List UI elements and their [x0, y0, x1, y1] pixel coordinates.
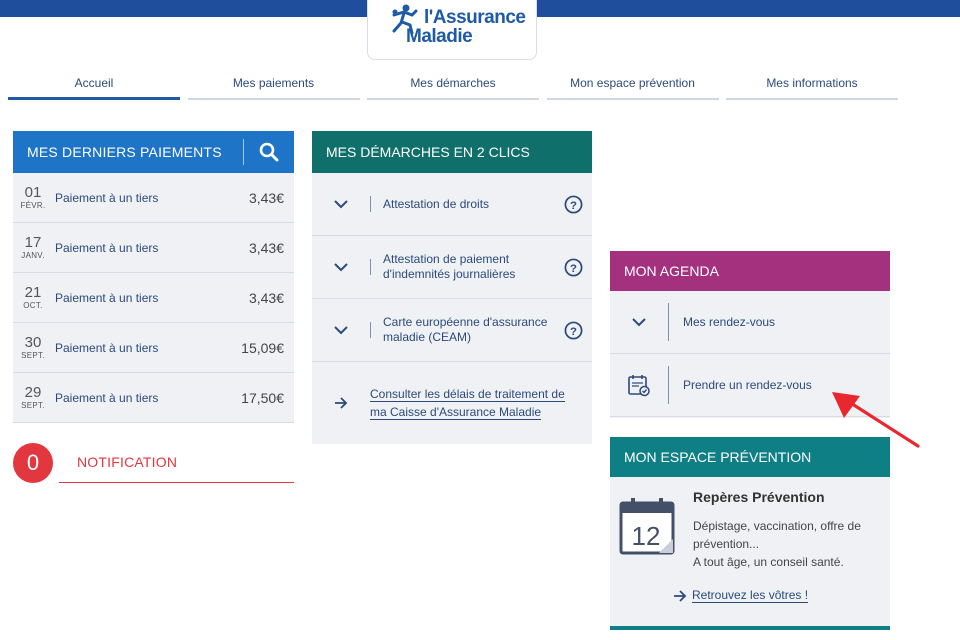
demarche-label: Attestation de paiement d'indemnités journalières	[383, 252, 516, 281]
payment-month: JANV.	[21, 251, 45, 260]
prevention-description	[693, 517, 883, 571]
arrow-right-icon	[673, 590, 687, 602]
chevron-down-icon	[334, 263, 348, 272]
payment-day: 01	[24, 184, 42, 201]
agenda-item-mes-rendez-vous[interactable]	[610, 291, 890, 354]
notification-link[interactable]	[13, 443, 294, 485]
payment-month: SEPT.	[21, 401, 45, 410]
prevention-heading: Repères Prévention	[693, 489, 825, 505]
payment-row[interactable]	[13, 173, 294, 223]
delais-link-text: Consulter les délais de traitement de ma Caisse d'Assurance Maladie	[370, 387, 565, 419]
agenda-title: MON AGENDA	[610, 251, 890, 291]
retrouvez-link-text: Retrouvez les vôtres !	[692, 588, 809, 602]
payments-title: MES DERNIERS PAIEMENTS	[27, 144, 222, 160]
chevron-down-icon	[632, 318, 646, 327]
payment-month: SEPT.	[21, 351, 45, 360]
payment-label: Paiement à un tiers	[55, 290, 159, 305]
demarche-item-attestation-ij[interactable]	[312, 236, 592, 299]
payment-day: 17	[24, 234, 42, 251]
help-icon	[564, 321, 583, 340]
payment-amount: 17,50€	[241, 389, 284, 406]
notification-count-badge: 0	[13, 443, 53, 483]
payment-label: Paiement à un tiers	[55, 340, 159, 355]
payment-amount: 3,43€	[248, 189, 284, 206]
payment-date	[13, 335, 53, 360]
calendar-check-icon	[627, 373, 651, 397]
help-button[interactable]	[554, 195, 592, 214]
chevron-down-icon	[334, 200, 348, 209]
demarche-label: Attestation de droits	[383, 196, 490, 211]
help-icon	[564, 195, 583, 214]
payments-header	[13, 131, 294, 173]
chevron-down-icon	[334, 326, 348, 335]
notification-label: NOTIFICATION	[59, 443, 294, 483]
demarches-card	[312, 131, 592, 444]
payment-amount: 3,43€	[248, 239, 284, 256]
payment-date	[13, 385, 53, 410]
payment-month: FÉVR.	[20, 201, 46, 210]
agenda-label: Mes rendez-vous	[683, 315, 776, 329]
payment-date	[13, 235, 53, 260]
svg-text:?: ?	[569, 199, 577, 212]
help-button[interactable]	[554, 258, 592, 277]
logo-line-1: l'Assurance	[424, 7, 526, 28]
prevention-title: MON ESPACE PRÉVENTION	[610, 437, 890, 477]
assurance-maladie-logo[interactable]	[367, 0, 537, 60]
payment-date	[13, 285, 53, 310]
payments-search-button[interactable]	[244, 131, 294, 173]
payment-row[interactable]	[13, 273, 294, 323]
help-icon	[564, 258, 583, 277]
tab-mes-paiements[interactable]: Mes paiements	[188, 68, 360, 100]
demarche-item-ceam[interactable]	[312, 299, 592, 362]
arrow-right-icon	[334, 397, 348, 409]
payment-label: Paiement à un tiers	[55, 240, 159, 255]
payment-month: OCT.	[23, 301, 43, 310]
payment-date	[13, 185, 53, 210]
payment-amount: 15,09€	[241, 339, 284, 356]
payment-label: Paiement à un tiers	[55, 390, 159, 405]
payment-label: Paiement à un tiers	[55, 190, 159, 205]
agenda-label: Prendre un rendez-vous	[683, 378, 812, 392]
demarche-label: Carte européenne d'assurance maladie (CEAM)	[383, 315, 548, 344]
search-icon	[259, 142, 279, 162]
payment-amount: 3,43€	[248, 289, 284, 306]
red-annotation-arrow-icon	[830, 388, 922, 450]
tab-mon-espace-prevention[interactable]: Mon espace prévention	[547, 68, 719, 100]
payments-card	[13, 131, 294, 424]
logo-text	[406, 7, 526, 47]
payment-row[interactable]	[13, 373, 294, 423]
calendar-icon	[619, 497, 675, 555]
logo-line-2: Maladie	[406, 26, 473, 47]
prevention-text-1: Dépistage, vaccination, offre de prévention...	[693, 519, 861, 551]
calendar-day: 12	[631, 521, 661, 551]
demarche-item-attestation-droits[interactable]	[312, 173, 592, 236]
demarches-title: MES DÉMARCHES EN 2 CLICS	[312, 131, 592, 173]
payment-row[interactable]	[13, 323, 294, 373]
payment-day: 30	[24, 334, 42, 351]
svg-text:?: ?	[569, 262, 577, 275]
delais-traitement-link[interactable]	[312, 362, 592, 444]
tab-mes-informations[interactable]: Mes informations	[726, 68, 898, 100]
prevention-card	[610, 437, 890, 630]
prevention-text-2: A tout âge, un conseil santé.	[693, 555, 844, 569]
retrouvez-link[interactable]	[673, 588, 808, 603]
payment-day: 29	[24, 384, 42, 401]
help-button[interactable]	[554, 321, 592, 340]
svg-text:?: ?	[569, 325, 577, 338]
tab-mes-demarches[interactable]: Mes démarches	[367, 68, 539, 100]
payment-row[interactable]	[13, 223, 294, 273]
tab-accueil[interactable]: Accueil	[8, 68, 180, 100]
payment-day: 21	[24, 284, 42, 301]
main-nav	[8, 68, 898, 100]
